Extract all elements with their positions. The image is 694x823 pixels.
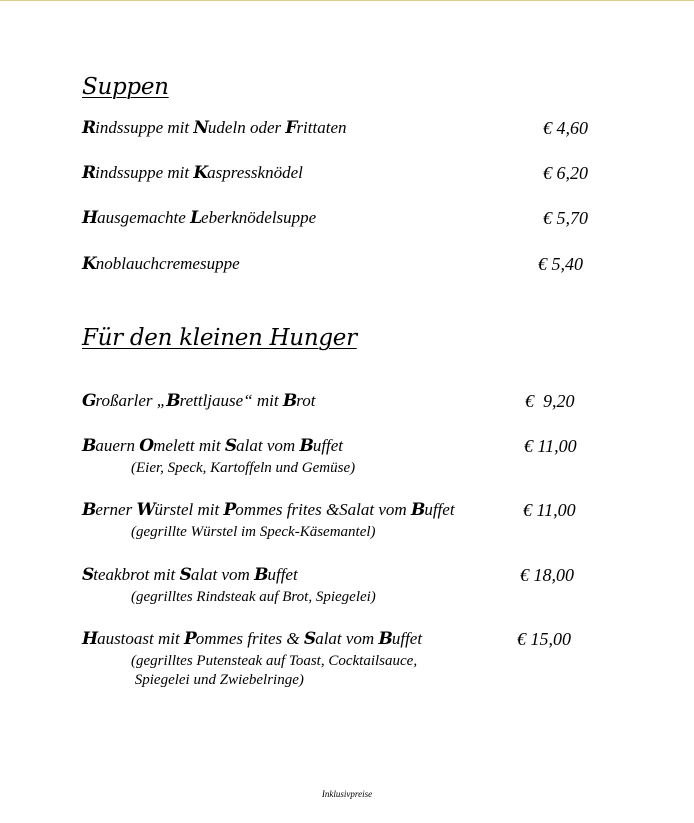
decorative-initial: N — [193, 118, 208, 138]
menu-item-name: Großarler „Brettljause“ mit Brot — [82, 391, 316, 411]
menu-item-price: € 5,40 — [538, 254, 583, 274]
menu-item-description: (gegrilltes Rindsteak auf Brot, Spiegelei) — [131, 589, 376, 605]
menu-item-description: Spiegelei und Zwiebelringe) — [131, 672, 304, 688]
decorative-initial: B — [82, 500, 96, 520]
decorative-initial: H — [82, 629, 98, 649]
decorative-initial: K — [82, 254, 96, 274]
decorative-initial: O — [139, 436, 154, 456]
decorative-initial: P — [183, 629, 196, 649]
decorative-initial: B — [166, 391, 180, 411]
decorative-initial: H — [82, 208, 98, 228]
decorative-initial: S — [303, 629, 316, 649]
decorative-initial: R — [82, 163, 96, 183]
decorative-initial: P — [223, 500, 236, 520]
menu-item-price: € 11,00 — [523, 500, 576, 520]
menu-item-name: Hausgemachte Leberknödelsuppe — [82, 208, 317, 228]
section-title-kleiner-hunger: Für den kleinen Hunger — [82, 325, 357, 351]
menu-item-name: Berner Würstel mit Pommes frites &Salat vom Buffet — [82, 500, 455, 520]
menu-item-description: (Eier, Speck, Kartoffeln und Gemüse) — [131, 460, 356, 476]
decorative-initial: B — [254, 565, 268, 585]
decorative-initial: S — [82, 565, 94, 585]
decorative-initial: S — [224, 436, 237, 456]
menu-item-price: € 11,00 — [524, 436, 577, 456]
menu-item-price: € 9,20 — [525, 391, 575, 411]
decorative-initial: L — [190, 208, 202, 228]
decorative-initial: B — [299, 436, 313, 456]
decorative-initial: G — [82, 391, 96, 411]
menu-item-name: Rindssuppe mit Kaspressknödel — [82, 163, 303, 183]
menu-item-price: € 18,00 — [520, 565, 574, 585]
menu-item-price: € 5,70 — [543, 208, 588, 228]
menu-item-price: € 6,20 — [543, 163, 588, 183]
menu-item-price: € 15,00 — [517, 629, 571, 649]
decorative-initial: B — [378, 629, 392, 649]
decorative-initial: B — [82, 436, 96, 456]
top-rule — [0, 0, 694, 1]
menu-item-name: Haustoast mit Pommes frites & Salat vom Buffet — [82, 629, 423, 649]
decorative-initial: B — [410, 500, 425, 520]
decorative-initial: B — [282, 391, 297, 411]
decorative-initial: F — [285, 118, 297, 138]
section-title-suppen: Suppen — [82, 74, 169, 100]
menu-item-name: Rindssuppe mit Nudeln oder Frittaten — [82, 118, 347, 138]
menu-item-description: (gegrillte Würstel im Speck-Käsemantel) — [131, 524, 376, 540]
menu-item-description: (gegrilltes Putensteak auf Toast, Cocktailsauce, — [131, 653, 418, 669]
decorative-initial: R — [82, 118, 96, 138]
menu-item-price: € 4,60 — [543, 118, 588, 138]
footer-note: Inklusivpreise — [321, 789, 373, 799]
decorative-initial: S — [179, 565, 191, 585]
menu-item-name: Knoblauchcremesuppe — [82, 254, 240, 274]
menu-item-name: Steakbrot mit Salat vom Buffet — [82, 565, 298, 585]
decorative-initial: W — [136, 500, 155, 520]
decorative-initial: K — [193, 163, 208, 183]
menu-item-name: Bauern Omelett mit Salat vom Buffet — [82, 436, 344, 456]
